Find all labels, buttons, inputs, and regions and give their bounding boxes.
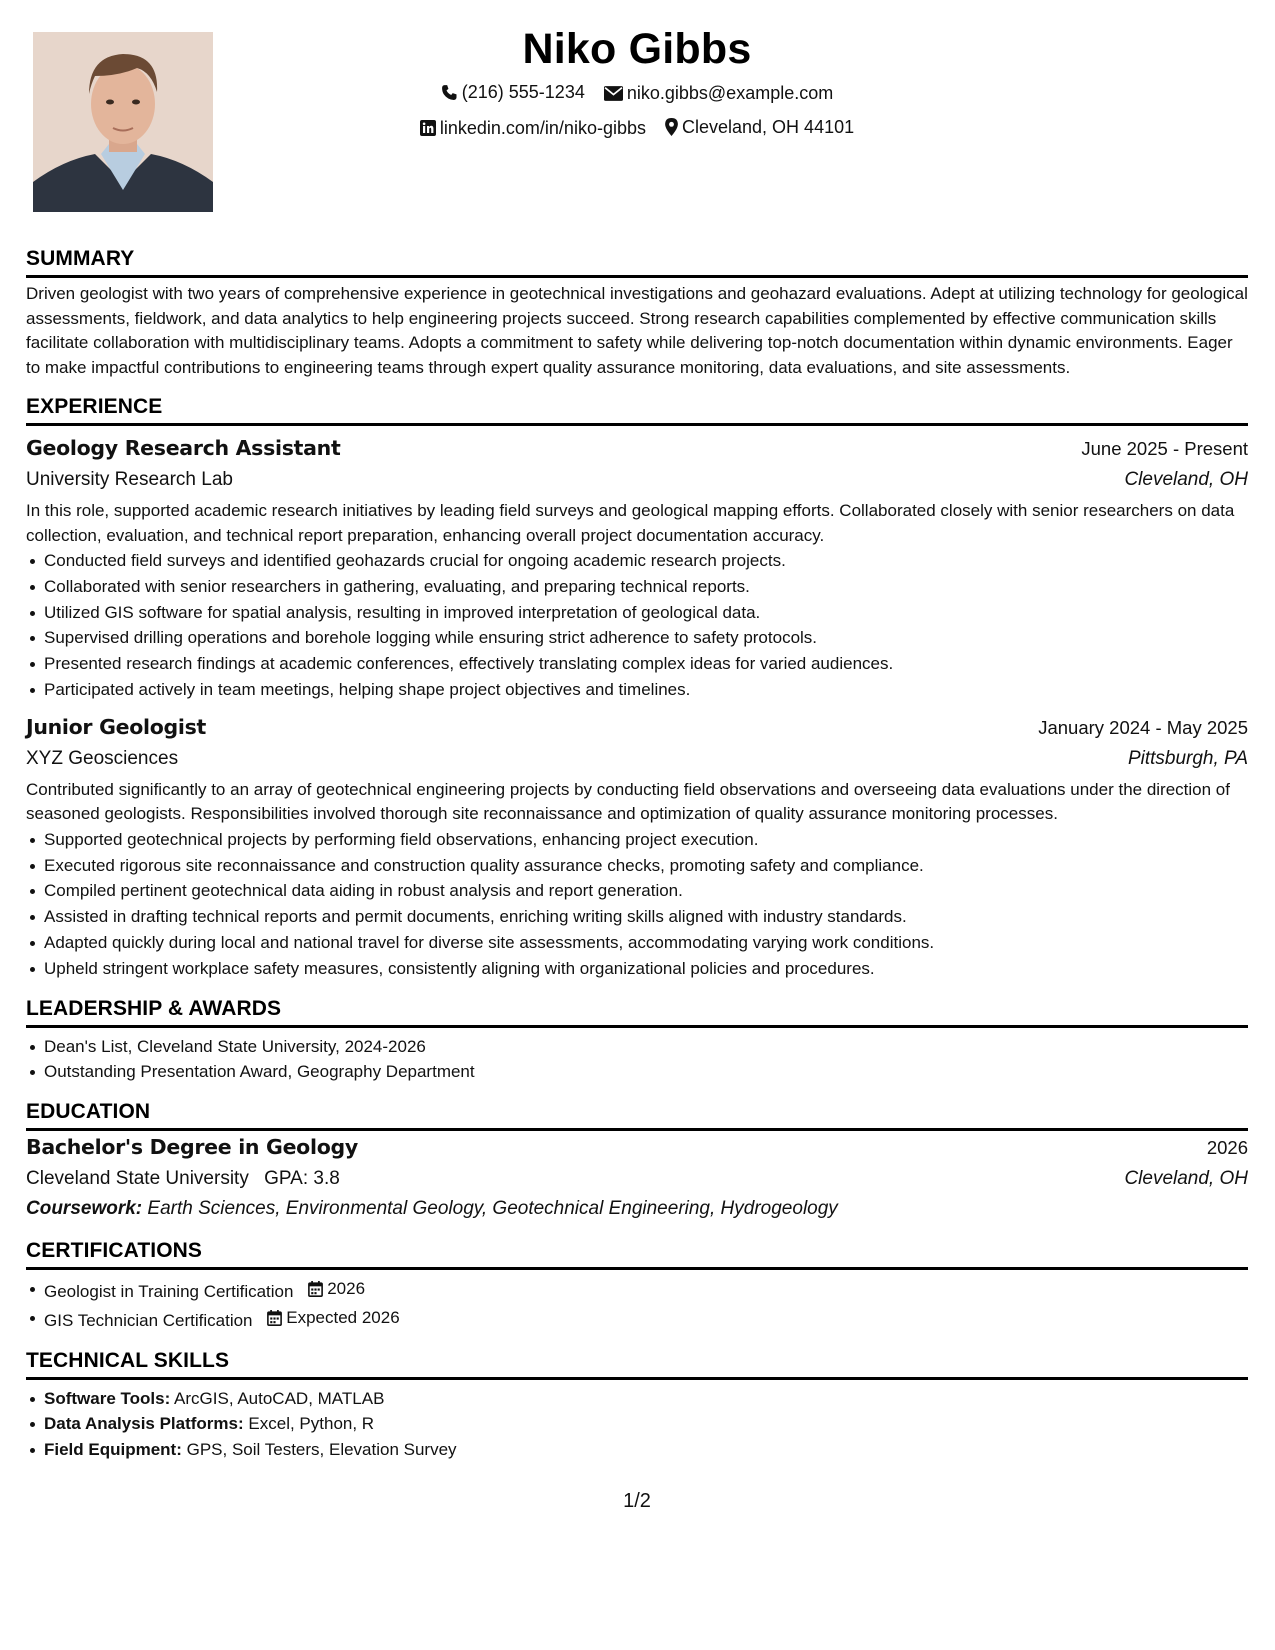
list-item xyxy=(44,1305,1248,1334)
graduation-year: 2026 xyxy=(1206,1137,1248,1159)
list-item: Assisted in drafting technical reports and permit documents, enriching writing skills aligned with industry standards. xyxy=(44,904,1248,930)
list-item: Conducted field surveys and identified geohazards crucial for ongoing academic research projects. xyxy=(44,548,1248,574)
list-item xyxy=(44,1386,1248,1412)
list-item xyxy=(44,1437,1248,1463)
certification-date xyxy=(308,1276,365,1302)
contact-row-2 xyxy=(26,111,1248,146)
summary-text: Driven geologist with two years of comprehensive experience in geotechnical investigations and geohazard evaluations. Adept at utilizing technology for geological assessments, fieldwork, and data analytics to help engineering projects succeed. Strong research capabilities complemented by effective communication skills facilitate collaboration with multidisciplinary teams. Adopts a commitment to safety while delivering top-notch documentation within dynamic environments. Eager to make impactful contributions to engineering teams through expert quality assurance monitoring, data evaluations, and site assessments. xyxy=(26,284,1248,377)
map-pin-icon xyxy=(665,118,678,136)
skill-label: Software Tools: xyxy=(44,1388,171,1408)
list-item: Supervised drilling operations and borehole logging while ensuring strict adherence to safety protocols. xyxy=(44,625,1248,651)
calendar-icon xyxy=(308,1281,323,1297)
gpa-text: GPA: 3.8 xyxy=(264,1168,340,1190)
contact-location xyxy=(665,111,854,143)
phone-text: (216) 555-1234 xyxy=(461,82,585,102)
job-dates: January 2024 - May 2025 xyxy=(1038,716,1248,738)
list-item xyxy=(44,1411,1248,1437)
resume-content xyxy=(26,246,1248,1477)
job-header-row xyxy=(26,432,1248,465)
envelope-icon xyxy=(604,86,623,101)
skill-value: ArcGIS, AutoCAD, MATLAB xyxy=(174,1388,385,1408)
job-bullets xyxy=(26,827,1248,982)
skills-section xyxy=(26,1348,1248,1463)
linkedin-icon xyxy=(420,120,436,136)
list-item: Dean's List, Cleveland State University, 2024-2026 xyxy=(44,1034,1248,1060)
job-description: In this role, supported academic research initiatives by leading field surveys and geological mapping efforts. Collaborated closely with senior researchers on data collection, evaluation, and technical report preparation, enhancing overall project documentation accuracy. xyxy=(26,501,1235,545)
job-header-row xyxy=(26,711,1248,744)
email-link[interactable]: niko.gibbs@example.com xyxy=(626,83,834,103)
coursework-list: Earth Sciences, Environmental Geology, Geotechnical Engineering, Hydrogeology xyxy=(147,1198,838,1220)
list-item: Compiled pertinent geotechnical data aiding in robust analysis and report generation. xyxy=(44,878,1248,904)
list-item: Collaborated with senior researchers in gathering, evaluating, and preparing technical reports. xyxy=(44,574,1248,600)
job-location: Cleveland, OH xyxy=(1124,469,1248,490)
job-description: Contributed significantly to an array of geotechnical engineering projects by conducting field observations and overseeing data evaluations under the direction of seasoned geologists. Responsibilities involved thorough site reconnaissance and optimization of quality assurance monitoring processes. xyxy=(26,779,1230,824)
education-header-row xyxy=(26,1131,1248,1164)
job-organization: University Research Lab xyxy=(26,469,233,490)
awards-list xyxy=(26,1034,1248,1086)
list-item: Supported geotechnical projects by performing field observations, enhancing project execution. xyxy=(44,827,1248,853)
linkedin-link[interactable]: linkedin.com/in/niko-gibbs xyxy=(439,117,646,138)
education-school-row xyxy=(26,1164,1248,1194)
job-org-row xyxy=(26,744,1248,774)
skill-value: GPS, Soil Testers, Elevation Survey xyxy=(186,1440,457,1460)
list-item: Adapted quickly during local and national travel for diverse site assessments, accommodating varying work conditions. xyxy=(44,930,1248,956)
education-section xyxy=(26,1099,1248,1224)
section-title-experience: EXPERIENCE xyxy=(26,394,1248,426)
skill-label: Data Analysis Platforms: xyxy=(44,1414,244,1434)
contact-phone xyxy=(441,76,585,108)
skill-value: Excel, Python, R xyxy=(248,1414,375,1434)
list-item: Presented research findings at academic conferences, effectively translating complex ideas for varied audiences. xyxy=(44,651,1248,677)
job-title: Junior Geologist xyxy=(26,714,207,739)
school-name: Cleveland State University xyxy=(26,1168,249,1190)
list-item: Executed rigorous site reconnaissance and construction quality assurance checks, promoting safety and compliance. xyxy=(44,853,1248,879)
resume-header xyxy=(26,22,1248,146)
location-text: Cleveland, OH 44101 xyxy=(682,116,855,137)
skills-list xyxy=(26,1386,1248,1463)
job-org-row xyxy=(26,465,1248,495)
coursework-line xyxy=(26,1194,1248,1224)
list-item xyxy=(44,1276,1248,1305)
candidate-name: Niko Gibbs xyxy=(522,25,752,73)
phone-icon xyxy=(441,84,458,101)
job-location: Pittsburgh, PA xyxy=(1127,747,1248,769)
certifications-section xyxy=(26,1238,1248,1333)
job-title: Geology Research Assistant xyxy=(26,436,341,460)
job-entry xyxy=(26,711,1248,982)
experience-section xyxy=(26,394,1248,982)
school-info xyxy=(26,1164,340,1194)
contact-email xyxy=(604,77,833,109)
list-item: Upheld stringent workplace safety measures, consistently aligning with organizational policies and procedures. xyxy=(44,956,1248,982)
certification-name: GIS Technician Certification xyxy=(44,1310,253,1330)
job-dates: June 2025 - Present xyxy=(1081,438,1248,459)
list-item: Participated actively in team meetings, helping shape project objectives and timelines. xyxy=(44,677,1248,703)
summary-section xyxy=(26,246,1248,380)
degree-name: Bachelor's Degree in Geology xyxy=(26,1135,358,1160)
skill-label: Field Equipment: xyxy=(44,1440,182,1460)
section-title-leadership: LEADERSHIP & AWARDS xyxy=(26,996,1248,1028)
leadership-section xyxy=(26,996,1248,1086)
certification-date-text: 2026 xyxy=(327,1279,366,1299)
list-item: Outstanding Presentation Award, Geography Department xyxy=(44,1059,1248,1085)
section-title-skills: TECHNICAL SKILLS xyxy=(26,1348,1248,1380)
coursework-label: Coursework: xyxy=(26,1198,143,1220)
job-organization: XYZ Geosciences xyxy=(26,747,179,769)
list-item: Utilized GIS software for spatial analysis, resulting in improved interpretation of geological data. xyxy=(44,600,1248,626)
certification-name: Geologist in Training Certification xyxy=(44,1282,294,1302)
certification-date-text: Expected 2026 xyxy=(286,1307,400,1327)
calendar-icon xyxy=(267,1310,282,1326)
section-title-certifications: CERTIFICATIONS xyxy=(26,1238,1248,1270)
section-title-education: EDUCATION xyxy=(26,1099,1248,1131)
section-title-summary: SUMMARY xyxy=(26,246,1248,278)
contact-linkedin xyxy=(420,112,646,144)
job-bullets xyxy=(26,548,1248,703)
school-location: Cleveland, OH xyxy=(1124,1168,1248,1190)
certifications-list xyxy=(26,1276,1248,1333)
resume-page xyxy=(26,0,1248,1650)
certification-date xyxy=(267,1305,399,1331)
page-number: 1/2 xyxy=(623,1490,651,1512)
job-entry xyxy=(26,432,1248,703)
contact-row-1 xyxy=(26,76,1248,111)
